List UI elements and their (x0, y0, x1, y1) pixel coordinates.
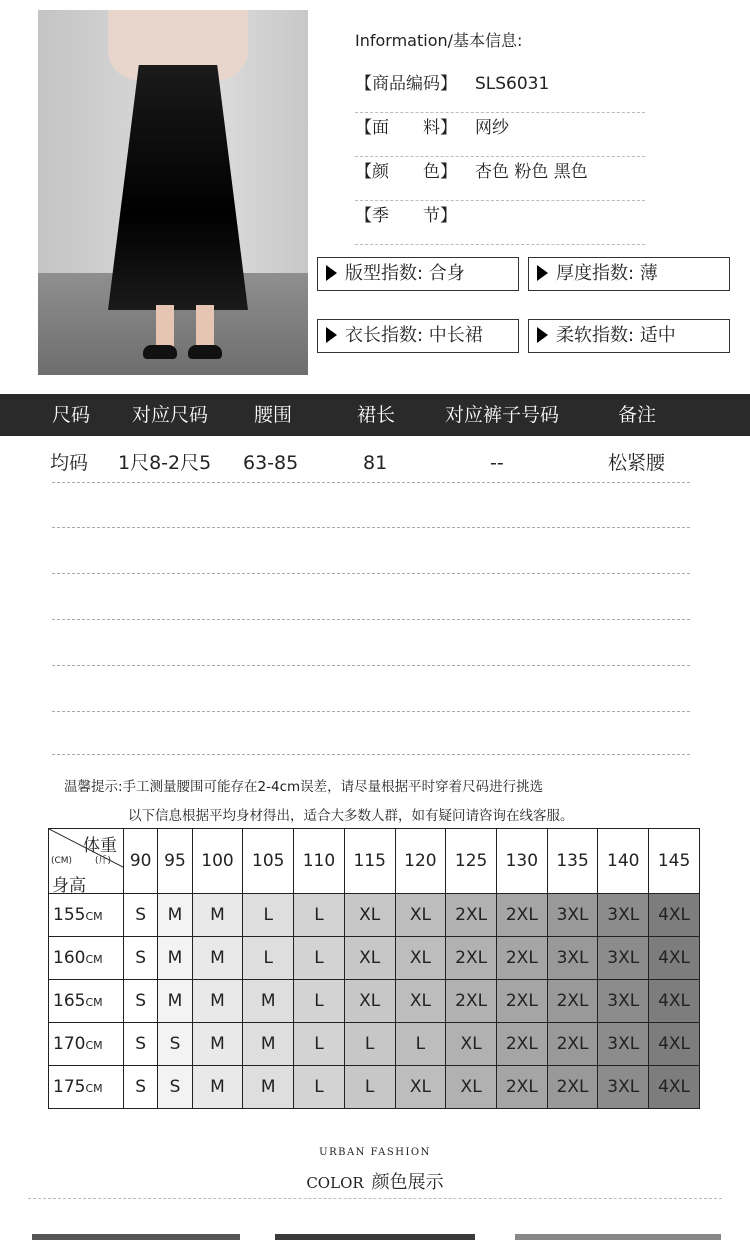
size-cell: XL (395, 1066, 446, 1109)
height-label (49, 894, 124, 937)
thickness-index (528, 257, 730, 291)
height-unit: CM (85, 910, 103, 923)
height-label (49, 937, 124, 980)
info-row (355, 157, 645, 201)
info-row (355, 113, 645, 157)
size-cell: 2XL (496, 980, 547, 1023)
softness-index (528, 319, 730, 353)
size-cell: XL (395, 980, 446, 1023)
size-cell: L (395, 1023, 446, 1066)
size-cell: 4XL (649, 980, 700, 1023)
size-cell: 2XL (496, 937, 547, 980)
divider (52, 665, 690, 666)
size-cell: M (192, 1023, 243, 1066)
size-cell: L (294, 1023, 345, 1066)
cell: 81 (363, 452, 388, 474)
weight-header: 120 (395, 829, 446, 894)
size-cell: XL (395, 937, 446, 980)
size-cell: 2XL (547, 1023, 598, 1066)
height-value: 160 (53, 948, 86, 968)
tip-text: 温馨提示:手工测量腰围可能存在2-4cm误差，请尽量根据平时穿着尺码进行挑选 (64, 779, 544, 795)
divider (52, 754, 690, 755)
size-cell: M (192, 980, 243, 1023)
size-cell: L (294, 937, 345, 980)
height-value: 170 (53, 1034, 86, 1054)
size-cell: 2XL (496, 1066, 547, 1109)
size-cell: 4XL (649, 894, 700, 937)
size-cell: 2XL (496, 894, 547, 937)
height-value: 165 (53, 991, 86, 1011)
info-row (355, 201, 645, 245)
grid-row (49, 937, 700, 980)
size-cell: 2XL (547, 1066, 598, 1109)
size-cell: 2XL (446, 937, 497, 980)
info-value: 杏色 粉色 黑色 (475, 162, 588, 182)
size-cell: 3XL (598, 894, 649, 937)
triangle-icon (326, 265, 337, 281)
size-recommendation-grid (48, 828, 700, 1109)
cell: 松紧腰 (608, 452, 666, 474)
size-cell: S (124, 1066, 158, 1109)
size-cell: S (124, 894, 158, 937)
photo-shoe (188, 345, 222, 359)
info-value: 网纱 (475, 118, 509, 138)
height-label (49, 1023, 124, 1066)
size-cell: S (124, 937, 158, 980)
grid-row (49, 980, 700, 1023)
color-thumb[interactable] (515, 1234, 721, 1240)
brand-tag: URBAN FASHION (319, 1147, 431, 1158)
size-cell: M (158, 937, 192, 980)
height-unit: CM (85, 1039, 103, 1052)
tip-text: 以下信息根据平均身材得出，适合大多数人群，如有疑问请咨询在线客服。 (128, 808, 574, 824)
weight-header: 100 (192, 829, 243, 894)
weight-header: 125 (446, 829, 497, 894)
size-cell: L (243, 894, 294, 937)
size-cell: 2XL (446, 980, 497, 1023)
section-title-en: COLOR (306, 1174, 364, 1192)
size-cell: M (192, 894, 243, 937)
size-cell: L (344, 1023, 395, 1066)
col-header: 裙长 (357, 404, 396, 426)
col-header: 腰围 (254, 404, 293, 426)
col-header: 尺码 (52, 404, 91, 426)
size-cell: 3XL (598, 1066, 649, 1109)
info-value: SLS6031 (475, 74, 550, 94)
weight-header: 140 (598, 829, 649, 894)
divider (52, 711, 690, 712)
size-cell: 2XL (496, 1023, 547, 1066)
size-cell: M (192, 937, 243, 980)
grid-row (49, 894, 700, 937)
cell: 63-85 (243, 452, 299, 474)
index-label: 厚度指数: 薄 (556, 263, 658, 284)
size-table-header (0, 394, 750, 436)
size-cell: S (158, 1066, 192, 1109)
weight-header: 95 (158, 829, 192, 894)
size-cell: M (243, 1023, 294, 1066)
triangle-icon (537, 327, 548, 343)
col-header: 对应裤子号码 (445, 404, 560, 426)
weight-header: 145 (649, 829, 700, 894)
cell: 1尺8-2尺5 (118, 452, 212, 474)
height-unit: CM (85, 996, 103, 1009)
height-unit: CM (85, 1082, 103, 1095)
corner-unit-cm: (CM) (51, 856, 73, 866)
size-cell: M (158, 980, 192, 1023)
basic-info (355, 28, 655, 245)
weight-header: 90 (124, 829, 158, 894)
divider (52, 527, 690, 528)
size-cell: XL (446, 1023, 497, 1066)
weight-header: 105 (243, 829, 294, 894)
size-cell: 4XL (649, 1023, 700, 1066)
height-value: 175 (53, 1077, 86, 1097)
info-row (355, 69, 645, 113)
size-cell: XL (344, 894, 395, 937)
photo-leg (196, 305, 214, 350)
size-cell: 3XL (598, 937, 649, 980)
size-cell: 3XL (598, 1023, 649, 1066)
corner-unit-jin: (斤) (95, 856, 112, 866)
size-cell: S (124, 1023, 158, 1066)
info-key: 【商品编码】 (355, 74, 457, 94)
color-thumb[interactable] (32, 1234, 240, 1240)
size-cell: 2XL (547, 980, 598, 1023)
size-cell: 3XL (547, 894, 598, 937)
height-label (49, 980, 124, 1023)
weight-header: 130 (496, 829, 547, 894)
section-title (0, 1168, 750, 1194)
weight-header: 110 (294, 829, 345, 894)
corner-weight: 体重 (83, 836, 117, 856)
size-cell: 3XL (547, 937, 598, 980)
size-cell: M (243, 1066, 294, 1109)
info-key: 【季 节】 (355, 206, 457, 226)
info-key: 【面 料】 (355, 118, 457, 138)
size-cell: XL (446, 1066, 497, 1109)
size-cell: 4XL (649, 937, 700, 980)
size-cell: XL (344, 980, 395, 1023)
color-thumb[interactable] (275, 1234, 475, 1240)
grid-row (49, 1023, 700, 1066)
index-label: 衣长指数: 中长裙 (345, 325, 483, 346)
divider (28, 1198, 722, 1199)
size-cell: XL (395, 894, 446, 937)
size-cell: L (344, 1066, 395, 1109)
grid-header-row (49, 829, 700, 894)
product-photo (38, 10, 308, 375)
index-label: 柔软指数: 适中 (556, 325, 676, 346)
length-index (317, 319, 519, 353)
fit-index (317, 257, 519, 291)
size-cell: L (294, 1066, 345, 1109)
size-cell: M (243, 980, 294, 1023)
size-cell: S (158, 1023, 192, 1066)
grid-row (49, 1066, 700, 1109)
col-header: 对应尺码 (132, 404, 209, 426)
info-title: Information/基本信息: (355, 31, 523, 50)
size-cell: L (243, 937, 294, 980)
divider (52, 482, 690, 483)
photo-shoe (143, 345, 177, 359)
size-cell: L (294, 980, 345, 1023)
index-label: 版型指数: 合身 (345, 263, 465, 284)
weight-header: 135 (547, 829, 598, 894)
weight-header: 115 (344, 829, 395, 894)
triangle-icon (326, 327, 337, 343)
info-key: 【颜 色】 (355, 162, 457, 182)
size-cell: 4XL (649, 1066, 700, 1109)
divider (52, 619, 690, 620)
size-cell: 3XL (598, 980, 649, 1023)
size-cell: M (192, 1066, 243, 1109)
cell: -- (490, 452, 504, 474)
height-label (49, 1066, 124, 1109)
divider (52, 573, 690, 574)
size-table-row (0, 442, 750, 482)
cell: 均码 (50, 452, 89, 474)
col-header: 备注 (618, 404, 657, 426)
photo-leg (156, 305, 174, 350)
size-cell: S (124, 980, 158, 1023)
grid-corner (49, 829, 124, 894)
size-cell: M (158, 894, 192, 937)
section-title-cn: 颜色展示 (371, 1172, 444, 1193)
height-unit: CM (85, 953, 103, 966)
triangle-icon (537, 265, 548, 281)
corner-height: 身高 (52, 876, 86, 896)
size-cell: XL (344, 937, 395, 980)
size-cell: 2XL (446, 894, 497, 937)
height-value: 155 (53, 905, 86, 925)
size-cell: L (294, 894, 345, 937)
